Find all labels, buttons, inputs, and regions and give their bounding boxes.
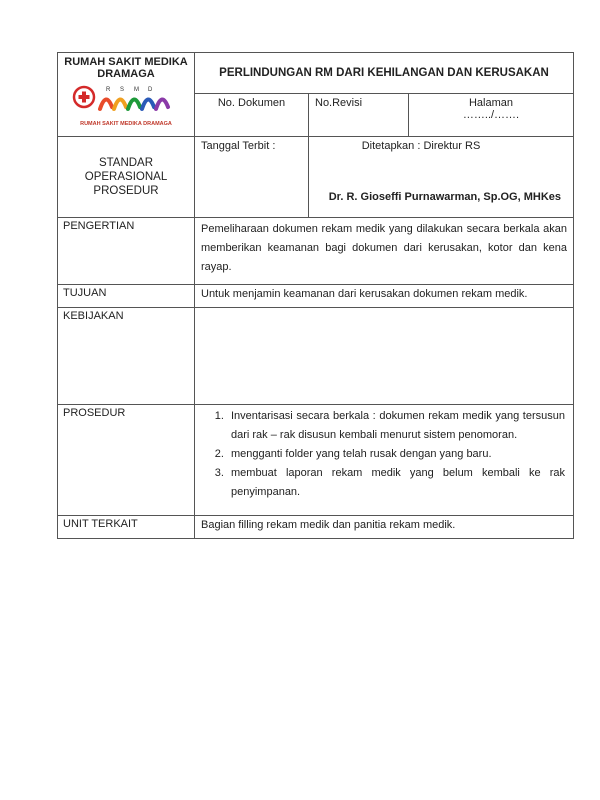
sop-table	[57, 52, 574, 539]
prosedur-label-cell	[58, 405, 195, 516]
sop-label: STANDAR OPERASIONAL PROSEDUR	[84, 157, 168, 197]
signer-name: Dr. R. Gioseffi Purnawarman, Sp.OG, MHKes	[328, 191, 562, 203]
unit-terkait-label-cell	[58, 516, 195, 539]
no-dokumen-cell	[195, 94, 309, 137]
unit-terkait-body-cell	[195, 516, 574, 539]
document-title: PERLINDUNGAN RM DARI KEHILANGAN DAN KERUSAKAN	[219, 67, 549, 79]
hospital-logo	[70, 83, 182, 131]
kebijakan-label-cell	[58, 308, 195, 405]
tujuan-text: Untuk menjamin keamanan dari kerusakan dokumen rekam medik.	[201, 288, 528, 300]
logo-letter: S	[120, 87, 125, 93]
prosedur-label: PROSEDUR	[63, 407, 126, 419]
halaman-label: Halaman	[468, 97, 514, 109]
halaman-cell	[409, 94, 574, 137]
hospital-header-cell	[58, 53, 195, 137]
prosedur-item: 2. mengganti folder yang telah rusak dengan yang baru.	[227, 445, 565, 464]
prosedur-body-cell	[195, 405, 574, 516]
pengertian-body-cell	[195, 218, 574, 285]
prosedur-item: 3. membuat laporan rekam medik yang belum kembali ke rak penyimpanan.	[227, 464, 565, 502]
hospital-name: RUMAH SAKIT MEDIKA DRAMAGA	[64, 56, 188, 80]
unit-terkait-text: Bagian filling rekam medik dan panitia rekam medik.	[201, 519, 456, 531]
ditetapkan-label: Ditetapkan : Direktur RS	[361, 140, 481, 152]
kebijakan-body-cell	[195, 308, 574, 405]
logo-graphic	[70, 83, 182, 131]
pengertian-label: PENGERTIAN	[63, 220, 135, 232]
sop-document	[57, 52, 573, 539]
no-dokumen-label: No. Dokumen	[217, 97, 286, 109]
tanggal-terbit-label: Tanggal Terbit :	[201, 140, 276, 152]
sop-label-cell	[58, 137, 195, 218]
logo-letter: R	[106, 87, 111, 93]
ditetapkan-cell	[309, 137, 574, 218]
document-title-cell	[195, 53, 574, 94]
prosedur-item: 1. Inventarisasi secara berkala : dokumen rekam medik yang tersusun dari rak – rak disusun kembali menurut sistem penomoran.	[227, 407, 565, 445]
logo-letter: D	[148, 87, 153, 93]
tujuan-label-cell	[58, 285, 195, 308]
pengertian-text: Pemeliharaan dokumen rekam medik yang dilakukan secara berkala akan memberikan keamanan bagi dokumen dari kerusakan, kotor dan kena rayap.	[201, 223, 568, 273]
tanggal-terbit-cell	[195, 137, 309, 218]
logo-letter: M	[134, 87, 139, 93]
tujuan-body-cell	[195, 285, 574, 308]
kebijakan-label: KEBIJAKAN	[63, 310, 124, 322]
tujuan-label: TUJUAN	[63, 287, 107, 299]
pengertian-label-cell	[58, 218, 195, 285]
halaman-value: ……../…….	[462, 109, 520, 121]
cross-circle-icon	[74, 87, 94, 107]
no-revisi-label: No.Revisi	[315, 97, 363, 109]
unit-terkait-label: UNIT TERKAIT	[63, 518, 138, 530]
logo-caption: RUMAH SAKIT MEDIKA DRAMAGA	[80, 121, 172, 127]
prosedur-list	[201, 407, 565, 502]
no-revisi-cell	[309, 94, 409, 137]
